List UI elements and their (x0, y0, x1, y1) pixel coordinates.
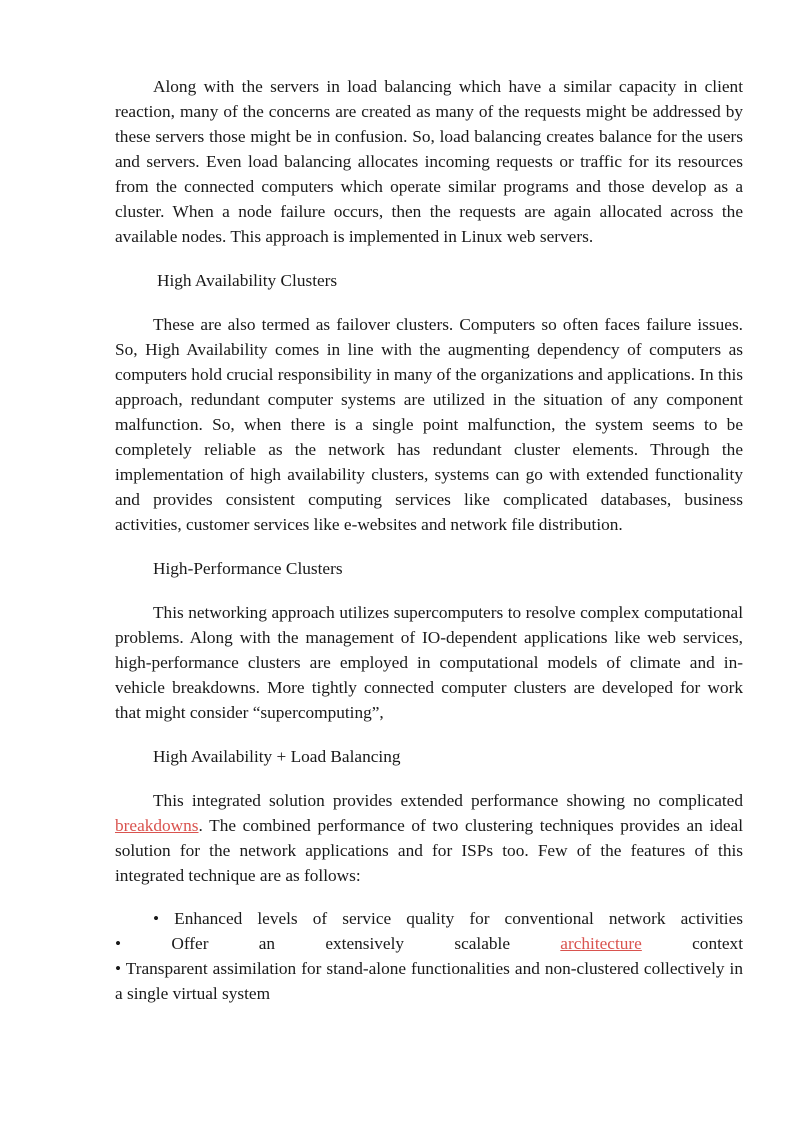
architecture-link[interactable]: architecture (560, 934, 642, 953)
paragraph-high-performance: This networking approach utilizes supercomputers to resolve complex computational problems. Along with the management of IO-dependent applications like web services, high-performance clusters are employed in computational models of climate and in-vehicle breakdowns. More tightly connected computer clusters are developed for work that might consider “supercomputing”, (115, 603, 743, 722)
document-page (115, 74, 743, 1006)
paragraph-integrated-solution (115, 788, 743, 888)
integrated-text-after: . The combined performance of two clustering techniques provides an ideal solution for the network applications and for ISPs too. Few of the features of this integrated technique are as follows: (115, 816, 743, 885)
list-item: • Transparent assimilation for stand-alone functionalities and non-clustered collectively in a single virtual system (115, 959, 743, 1003)
heading-high-availability-clusters: High Availability Clusters (157, 271, 338, 290)
heading-high-performance-clusters: High-Performance Clusters (153, 559, 343, 578)
list-item (115, 931, 743, 956)
bullet-2-text-before: • Offer an extensively scalable (115, 934, 561, 953)
paragraph-load-balancing: Along with the servers in load balancing which have a similar capacity in client reaction, many of the concerns are created as many of the requests might be addressed by these servers those might be in confusion. So, load balancing creates balance for the users and servers. Even load balancing allocates incoming requests or traffic for its resources from the connected computers which operate similar programs and those develop as a cluster. When a node failure occurs, then the requests are again allocated across the available nodes. This approach is implemented in Linux web servers. (115, 77, 743, 246)
integrated-text-before: This integrated solution provides extended performance showing no complicated (153, 791, 743, 810)
paragraph-high-availability: These are also termed as failover clusters. Computers so often faces failure issues. So, High Availability comes in line with the augmenting dependency of computers as computers hold crucial responsibility in many of the organizations and applications. In this approach, redundant computer systems are utilized in the situation of any component malfunction. So, when there is a single point malfunction, the system seems to be completely reliable as the network has redundant cluster elements. Through the implementation of high availability clusters, systems can go with extended functionality and provides consistent computing services like complicated databases, business activities, customer services like e-websites and network file distribution. (115, 315, 743, 534)
feature-list (115, 906, 743, 1006)
breakdowns-link[interactable]: breakdowns (115, 816, 199, 835)
bullet-2-text-after: context (641, 934, 744, 953)
list-item: • Enhanced levels of service quality for conventional network activities (153, 909, 743, 928)
heading-ha-load-balancing: High Availability + Load Balancing (153, 747, 401, 766)
